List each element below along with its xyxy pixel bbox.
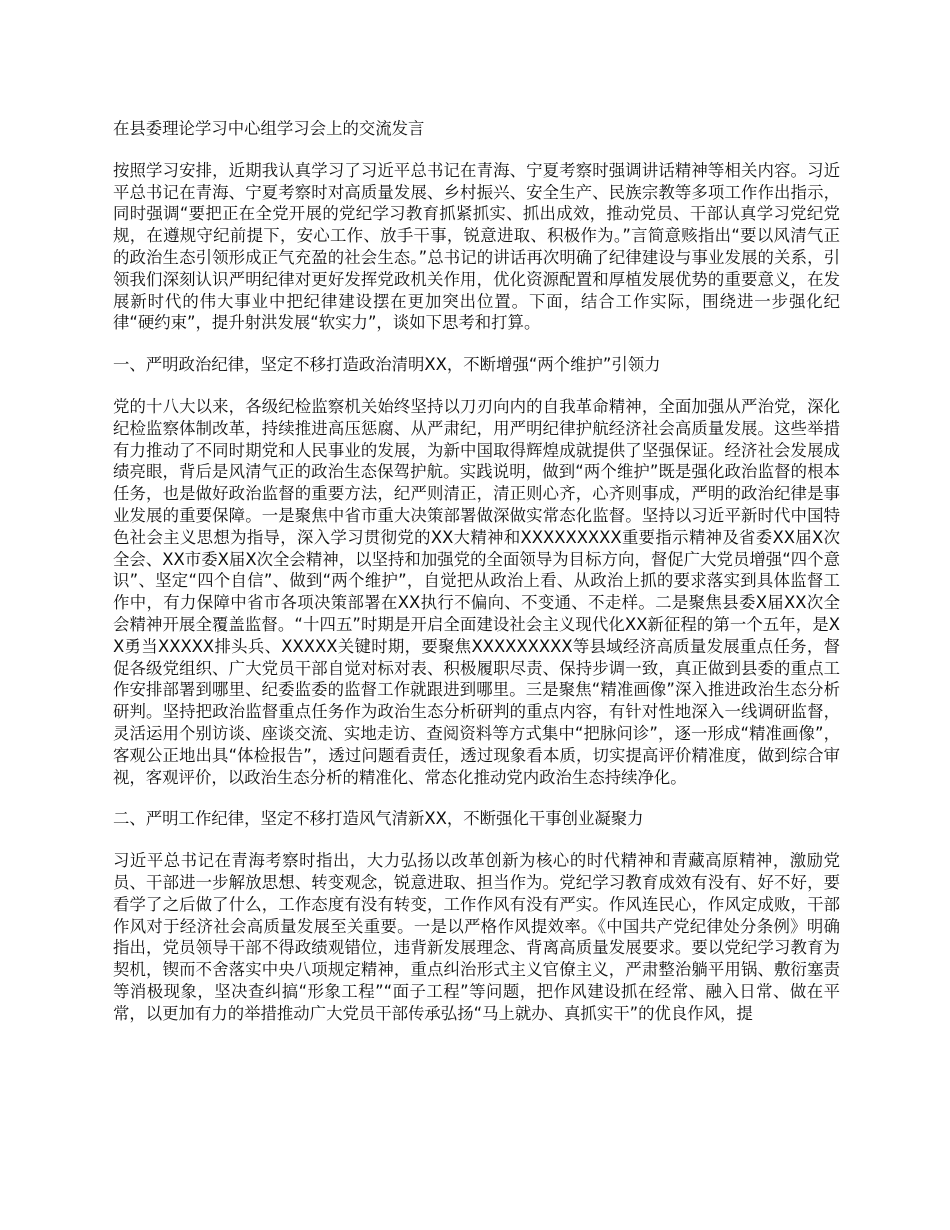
section-1-paragraph: 党的十八大以来，各级纪检监察机关始终坚持以刀刃向内的自我革命精神，全面加强从严治党，深化纪检监察体制改革，持续推进高压惩腐、从严肃纪，用严明纪律护航经济社会高质量发展。这些举措有力推动了不同时期党和人民事业的发展，为新中国取得辉煌成就提供了坚强保证。经济社会发展成绩亮眼，背后是风清气正的政治生态保驾护航。实践说明，做到“两个维护”既是强化政治监督的根本任务，也是做好政治监督的重要方法，纪严则清正，清正则心齐，心齐则事成，严明的政治纪律是事业发展的重要保障。一是聚焦中省市重大决策部署做深做实常态化监督。坚持以习近平新时代中国特色社会主义思想为指导，深入学习贯彻党的XX大精神和XXXXXXXXX重要指示精神及省委XX届X次全会、XX市委X届X次全会精神，以坚持和加强党的全面领导为目标方向，督促广大党员增强“四个意识”、坚定“四个自信”、做到“两个维护”，自觉把从政治上看、从政治上抓的要求落实到具体监督工作中，有力保障中省市各项决策部署在XX执行不偏向、不变通、不走样。二是聚焦县委X届XX次全会精神开展全覆盖监督。“十四五”时期是开启全面建设社会主义现代化XX新征程的第一个五年，是XX勇当XXXXX排头兵、XXXXX关键时期，要聚焦XXXXXXXXX等县域经济高质量发展重点任务，督促各级党组织、广大党员干部自觉对标对表、积极履职尽责、保持步调一致，真正做到县委的重点工作安排部署到哪里、纪委监委的监督工作就跟进到哪里。三是聚焦“精准画像”深入推进政治生态分析研判。坚持把政治监督重点任务作为政治生态分析研判的重点内容，有针对性地深入一线调研监督，灵活运用个别访谈、座谈交流、实地走访、查阅资料等方式集中“把脉问诊”，逐一形成“精准画像”，客观公正地出具“体检报告”，透过问题看责任，透过现象看本质，切实提高评价精准度，做到综合审视，客观评价，以政治生态分析的精准化、常态化推动党内政治生态持续净化。 [113, 396, 840, 787]
section-2-heading: 二、严明工作纪律，坚定不移打造风气清新XX，不断强化干事创业凝聚力 [113, 809, 644, 829]
intro-paragraph: 按照学习安排，近期我认真学习了习近平总书记在青海、宁夏考察时强调讲话精神等相关内容。习近平总书记在青海、宁夏考察时对高质量发展、乡村振兴、安全生产、民族宗教等多项工作作出指示，同时强调“要把正在全党开展的党纪学习教育抓紧抓实、抓出成效，推动党员、干部认真学习党纪党规，在遵规守纪前提下，安心工作、放手干事，锐意进取、积极作为。”言简意赅指出“要以风清气正的政治生态引领形成正气充盈的社会生态。”总书记的讲话再次明确了纪律建设与事业发展的关系，引领我们深刻认识严明纪律对更好发挥党政机关作用，优化资源配置和厚植发展优势的重要意义，在发展新时代的伟大事业中把纪律建设摆在更加突出位置。下面，结合工作实际，围绕进一步强化纪律“硬约束”，提升射洪发展“软实力”，谈如下思考和打算。 [113, 160, 840, 333]
section-1-heading: 一、严明政治纪律，坚定不移打造政治清明XX，不断增强“两个维护”引领力 [113, 355, 661, 375]
section-2-paragraph: 习近平总书记在青海考察时指出，大力弘扬以改革创新为核心的时代精神和青藏高原精神，激励党员、干部进一步解放思想、转变观念，锐意进取、担当作为。党纪学习教育成效有没有、好不好，要看学了之后做了什么，工作态度有没有转变，工作作风有没有严实。作风连民心，作风定成败，干部作风对于经济社会高质量发展至关重要。一是以严格作风提效率。《中国共产党纪律处分条例》明确指出，党员领导干部不得政绩观错位，违背新发展理念、背离高质量发展要求。要以党纪学习教育为契机，锲而不舍落实中央八项规定精神，重点纠治形式主义官僚主义，严肃整治躺平用锅、敷衍塞责等消极现象，坚决查纠搞“形象工程”“面子工程”等问题，把作风建设抓在经常、融入日常、做在平常，以更加有力的举措推动广大党员干部传承弘扬“马上就办、真抓实干”的优良作风，提 [113, 851, 840, 1023]
document-title: 在县委理论学习中心组学习会上的交流发言 [113, 119, 425, 138]
document-page [113, 118, 840, 1044]
